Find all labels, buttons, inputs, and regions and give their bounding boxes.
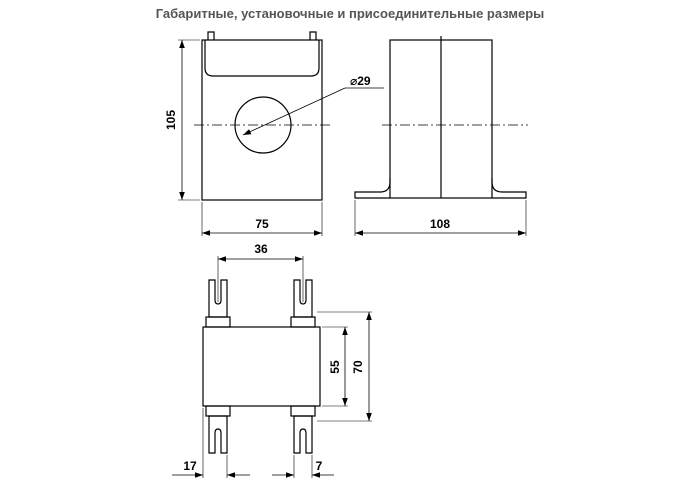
front-right-clip xyxy=(310,32,316,40)
dim-label-75: 75 xyxy=(255,217,269,231)
side-right-foot xyxy=(492,178,526,198)
dim-label-36: 36 xyxy=(254,242,268,256)
dim-outer-70 xyxy=(317,312,372,421)
bottom-body-outline xyxy=(203,327,320,406)
dim-label-108: 108 xyxy=(429,217,451,231)
front-view xyxy=(194,32,330,200)
side-left-foot xyxy=(355,178,390,198)
dim-label-diameter: ⌀29 xyxy=(350,74,371,88)
side-view xyxy=(355,36,528,198)
dim-label-70: 70 xyxy=(351,360,365,374)
dim-width-7 xyxy=(272,455,334,478)
dim-inner-55 xyxy=(322,327,348,406)
dim-width-108 xyxy=(355,200,526,236)
terminal-bottom-right xyxy=(291,406,315,453)
dim-label-17: 17 xyxy=(183,459,197,473)
drawing-title: Габаритные, установочные и присоединительные размеры xyxy=(155,6,545,21)
dim-height-105 xyxy=(164,40,200,200)
dim-label-105: 105 xyxy=(164,109,178,131)
bottom-view xyxy=(203,280,320,453)
front-body-outline xyxy=(202,40,322,200)
dim-hole-diameter xyxy=(243,74,384,135)
dim-label-55: 55 xyxy=(328,360,342,374)
dim-offset-17 xyxy=(172,408,250,478)
dim-spacing-36 xyxy=(218,242,303,302)
terminal-bottom-left xyxy=(206,406,230,453)
dim-width-75 xyxy=(202,202,322,236)
dim-label-7: 7 xyxy=(315,459,323,473)
front-left-clip xyxy=(208,32,214,40)
front-top-recess xyxy=(205,40,319,76)
